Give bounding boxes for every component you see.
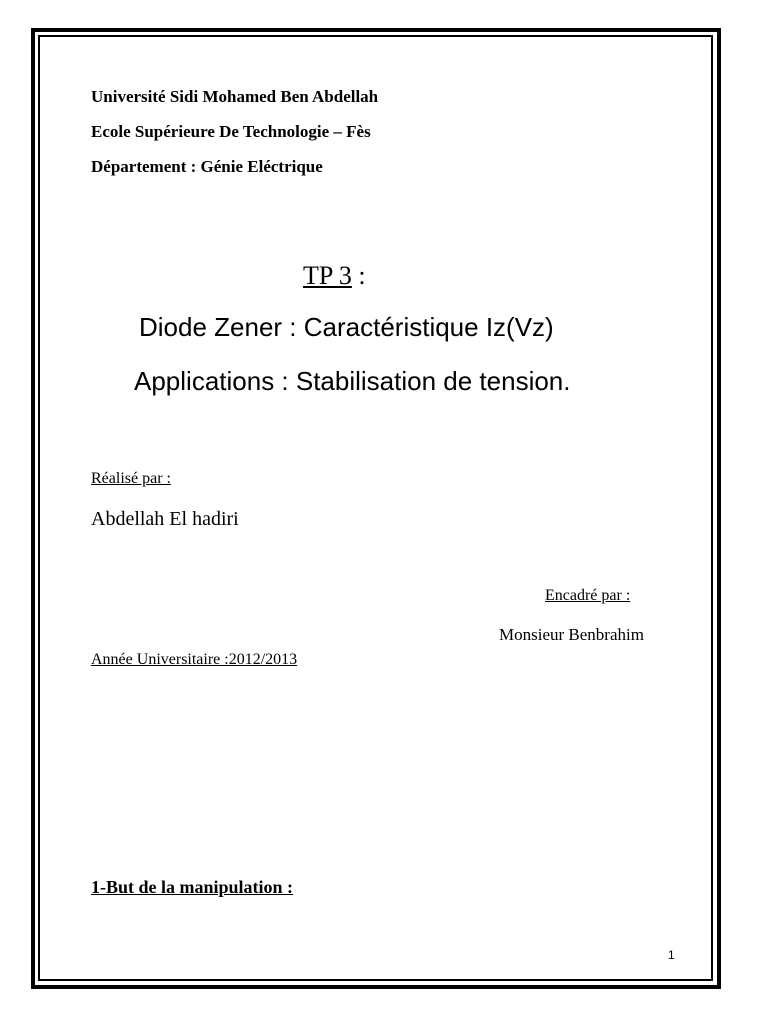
tp-heading — [303, 261, 366, 291]
tp-separator: : — [351, 261, 366, 290]
realise-name: Abdellah El hadiri — [91, 508, 239, 530]
realise-label: Réalisé par : — [91, 470, 171, 487]
section-heading: 1-But de la manipulation : — [91, 877, 294, 897]
encadre-label: Encadré par : — [545, 587, 631, 604]
encadre-name: Monsieur Benbrahim — [499, 625, 644, 644]
school-name: Ecole Supérieure De Technologie – Fès — [91, 122, 371, 141]
annee-universitaire: Année Universitaire :2012/2013 — [91, 651, 298, 668]
title-line-1: Diode Zener : Caractéristique Iz(Vz) — [139, 312, 554, 342]
tp-label: TP 3 — [303, 261, 352, 290]
department-name: Département : Génie Eléctrique — [91, 157, 323, 176]
page-number: 1 — [668, 948, 675, 962]
title-line-2: Applications : Stabilisation de tension. — [134, 366, 571, 396]
university-name: Université Sidi Mohamed Ben Abdellah — [91, 87, 379, 106]
